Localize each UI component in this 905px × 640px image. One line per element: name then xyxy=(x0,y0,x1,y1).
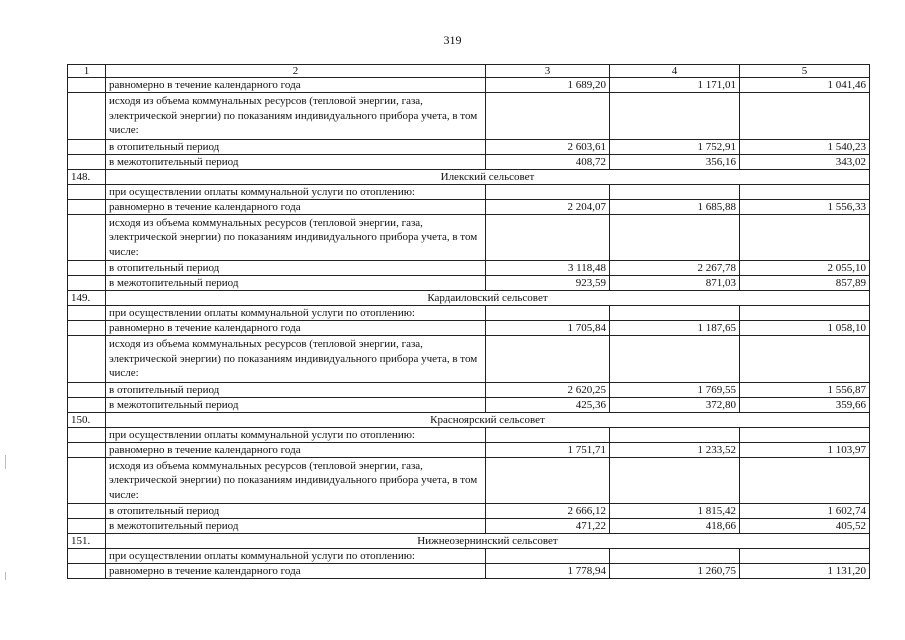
table-row xyxy=(68,139,870,154)
value-col-4: 356,16 xyxy=(610,154,740,169)
row-description: в отопительный период xyxy=(106,261,486,276)
row-index xyxy=(68,442,106,457)
row-description: в межотопительный период xyxy=(106,154,486,169)
header-col-4: 4 xyxy=(610,65,740,78)
value-col-4: 1 769,55 xyxy=(610,382,740,397)
table-row xyxy=(68,382,870,397)
value-col-3: 1 705,84 xyxy=(486,321,610,336)
row-index xyxy=(68,427,106,442)
header-col-3: 3 xyxy=(486,65,610,78)
row-index xyxy=(68,336,106,383)
value-col-4 xyxy=(610,549,740,564)
value-col-5 xyxy=(740,457,870,504)
row-description: в отопительный период xyxy=(106,139,486,154)
value-col-4: 1 233,52 xyxy=(610,442,740,457)
row-index: 150. xyxy=(68,412,106,427)
section-title: Илекский сельсовет xyxy=(106,169,870,184)
row-description: равномерно в течение календарного года xyxy=(106,321,486,336)
row-description: исходя из объема коммунальных ресурсов (тепловой энергии, газа, электрической энергии) по показаниям индивидуального прибора учета, в том числе: xyxy=(106,336,486,383)
table-row xyxy=(68,504,870,519)
section-row xyxy=(68,291,870,306)
value-col-5 xyxy=(740,93,870,140)
value-col-5: 359,66 xyxy=(740,397,870,412)
value-col-3 xyxy=(486,306,610,321)
row-description: равномерно в течение календарного года xyxy=(106,78,486,93)
value-col-3 xyxy=(486,336,610,383)
row-description: равномерно в течение календарного года xyxy=(106,564,486,579)
row-index xyxy=(68,261,106,276)
value-col-4: 1 815,42 xyxy=(610,504,740,519)
value-col-3 xyxy=(486,427,610,442)
row-index xyxy=(68,382,106,397)
value-col-4: 372,80 xyxy=(610,397,740,412)
value-col-3: 923,59 xyxy=(486,276,610,291)
value-col-5: 1 556,33 xyxy=(740,199,870,214)
value-col-4: 871,03 xyxy=(610,276,740,291)
section-title: Красноярский сельсовет xyxy=(106,412,870,427)
value-col-4: 1 171,01 xyxy=(610,78,740,93)
value-col-5: 1 556,87 xyxy=(740,382,870,397)
value-col-4 xyxy=(610,457,740,504)
row-description: исходя из объема коммунальных ресурсов (тепловой энергии, газа, электрической энергии) по показаниям индивидуального прибора учета, в том числе: xyxy=(106,457,486,504)
value-col-4 xyxy=(610,427,740,442)
table-row xyxy=(68,519,870,534)
table-row xyxy=(68,457,870,504)
value-col-4 xyxy=(610,184,740,199)
value-col-3: 3 118,48 xyxy=(486,261,610,276)
value-col-3: 425,36 xyxy=(486,397,610,412)
row-index xyxy=(68,93,106,140)
value-col-3: 2 666,12 xyxy=(486,504,610,519)
value-col-4: 1 752,91 xyxy=(610,139,740,154)
table-row xyxy=(68,549,870,564)
value-col-5: 2 055,10 xyxy=(740,261,870,276)
value-col-4: 418,66 xyxy=(610,519,740,534)
table-row xyxy=(68,184,870,199)
table-row xyxy=(68,427,870,442)
table-row xyxy=(68,276,870,291)
value-col-3: 471,22 xyxy=(486,519,610,534)
table-body xyxy=(68,65,870,579)
margin-mark xyxy=(5,455,6,469)
row-description: в отопительный период xyxy=(106,504,486,519)
value-col-5 xyxy=(740,184,870,199)
value-col-5 xyxy=(740,306,870,321)
table-row xyxy=(68,199,870,214)
value-col-5: 1 602,74 xyxy=(740,504,870,519)
section-title: Нижнеозернинский сельсовет xyxy=(106,534,870,549)
value-col-4: 1 187,65 xyxy=(610,321,740,336)
row-index xyxy=(68,306,106,321)
value-col-5: 1 103,97 xyxy=(740,442,870,457)
table-row xyxy=(68,564,870,579)
table-row xyxy=(68,336,870,383)
header-col-2: 2 xyxy=(106,65,486,78)
section-row xyxy=(68,169,870,184)
table-row xyxy=(68,321,870,336)
value-col-3: 1 751,71 xyxy=(486,442,610,457)
table-row xyxy=(68,261,870,276)
value-col-5 xyxy=(740,336,870,383)
value-col-4: 2 267,78 xyxy=(610,261,740,276)
value-col-5 xyxy=(740,549,870,564)
table-header-row xyxy=(68,65,870,78)
row-description: равномерно в течение календарного года xyxy=(106,442,486,457)
row-description: в межотопительный период xyxy=(106,519,486,534)
row-index xyxy=(68,154,106,169)
row-index xyxy=(68,564,106,579)
value-col-4 xyxy=(610,306,740,321)
row-description: при осуществлении оплаты коммунальной услуги по отоплению: xyxy=(106,427,486,442)
value-col-3 xyxy=(486,214,610,261)
value-col-3: 1 778,94 xyxy=(486,564,610,579)
row-description: в межотопительный период xyxy=(106,397,486,412)
value-col-5: 1 041,46 xyxy=(740,78,870,93)
value-col-3: 1 689,20 xyxy=(486,78,610,93)
row-index: 149. xyxy=(68,291,106,306)
value-col-3 xyxy=(486,549,610,564)
row-index xyxy=(68,78,106,93)
row-description: исходя из объема коммунальных ресурсов (тепловой энергии, газа, электрической энергии) по показаниям индивидуального прибора учета, в том числе: xyxy=(106,214,486,261)
table-row xyxy=(68,306,870,321)
section-row xyxy=(68,534,870,549)
row-index xyxy=(68,184,106,199)
value-col-4 xyxy=(610,93,740,140)
table-row xyxy=(68,397,870,412)
row-index xyxy=(68,549,106,564)
value-col-3 xyxy=(486,457,610,504)
value-col-3 xyxy=(486,184,610,199)
value-col-5: 1 131,20 xyxy=(740,564,870,579)
table-row xyxy=(68,154,870,169)
row-index xyxy=(68,397,106,412)
section-title: Кардаиловский сельсовет xyxy=(106,291,870,306)
row-description: при осуществлении оплаты коммунальной услуги по отоплению: xyxy=(106,549,486,564)
row-index xyxy=(68,139,106,154)
row-index: 148. xyxy=(68,169,106,184)
value-col-5: 1 058,10 xyxy=(740,321,870,336)
tariff-table xyxy=(67,64,870,579)
value-col-3: 2 204,07 xyxy=(486,199,610,214)
row-index xyxy=(68,199,106,214)
value-col-4: 1 260,75 xyxy=(610,564,740,579)
row-index xyxy=(68,457,106,504)
page-number: 319 xyxy=(443,33,462,47)
row-description: при осуществлении оплаты коммунальной услуги по отоплению: xyxy=(106,306,486,321)
value-col-5: 857,89 xyxy=(740,276,870,291)
header-col-5: 5 xyxy=(740,65,870,78)
value-col-3: 2 603,61 xyxy=(486,139,610,154)
row-index: 151. xyxy=(68,534,106,549)
value-col-5 xyxy=(740,214,870,261)
margin-mark xyxy=(5,572,6,580)
value-col-5: 1 540,23 xyxy=(740,139,870,154)
value-col-3: 2 620,25 xyxy=(486,382,610,397)
row-description: при осуществлении оплаты коммунальной услуги по отоплению: xyxy=(106,184,486,199)
row-index xyxy=(68,276,106,291)
row-description: равномерно в течение календарного года xyxy=(106,199,486,214)
value-col-5: 405,52 xyxy=(740,519,870,534)
row-index xyxy=(68,214,106,261)
table-row xyxy=(68,442,870,457)
row-index xyxy=(68,519,106,534)
value-col-4 xyxy=(610,336,740,383)
table-row xyxy=(68,214,870,261)
header-col-1: 1 xyxy=(68,65,106,78)
section-row xyxy=(68,412,870,427)
row-index xyxy=(68,321,106,336)
value-col-5: 343,02 xyxy=(740,154,870,169)
value-col-4 xyxy=(610,214,740,261)
table-row xyxy=(68,78,870,93)
row-description: исходя из объема коммунальных ресурсов (тепловой энергии, газа, электрической энергии) по показаниям индивидуального прибора учета, в том числе: xyxy=(106,93,486,140)
value-col-3: 408,72 xyxy=(486,154,610,169)
value-col-5 xyxy=(740,427,870,442)
value-col-3 xyxy=(486,93,610,140)
row-description: в отопительный период xyxy=(106,382,486,397)
value-col-4: 1 685,88 xyxy=(610,199,740,214)
row-description: в межотопительный период xyxy=(106,276,486,291)
row-index xyxy=(68,504,106,519)
table-row xyxy=(68,93,870,140)
